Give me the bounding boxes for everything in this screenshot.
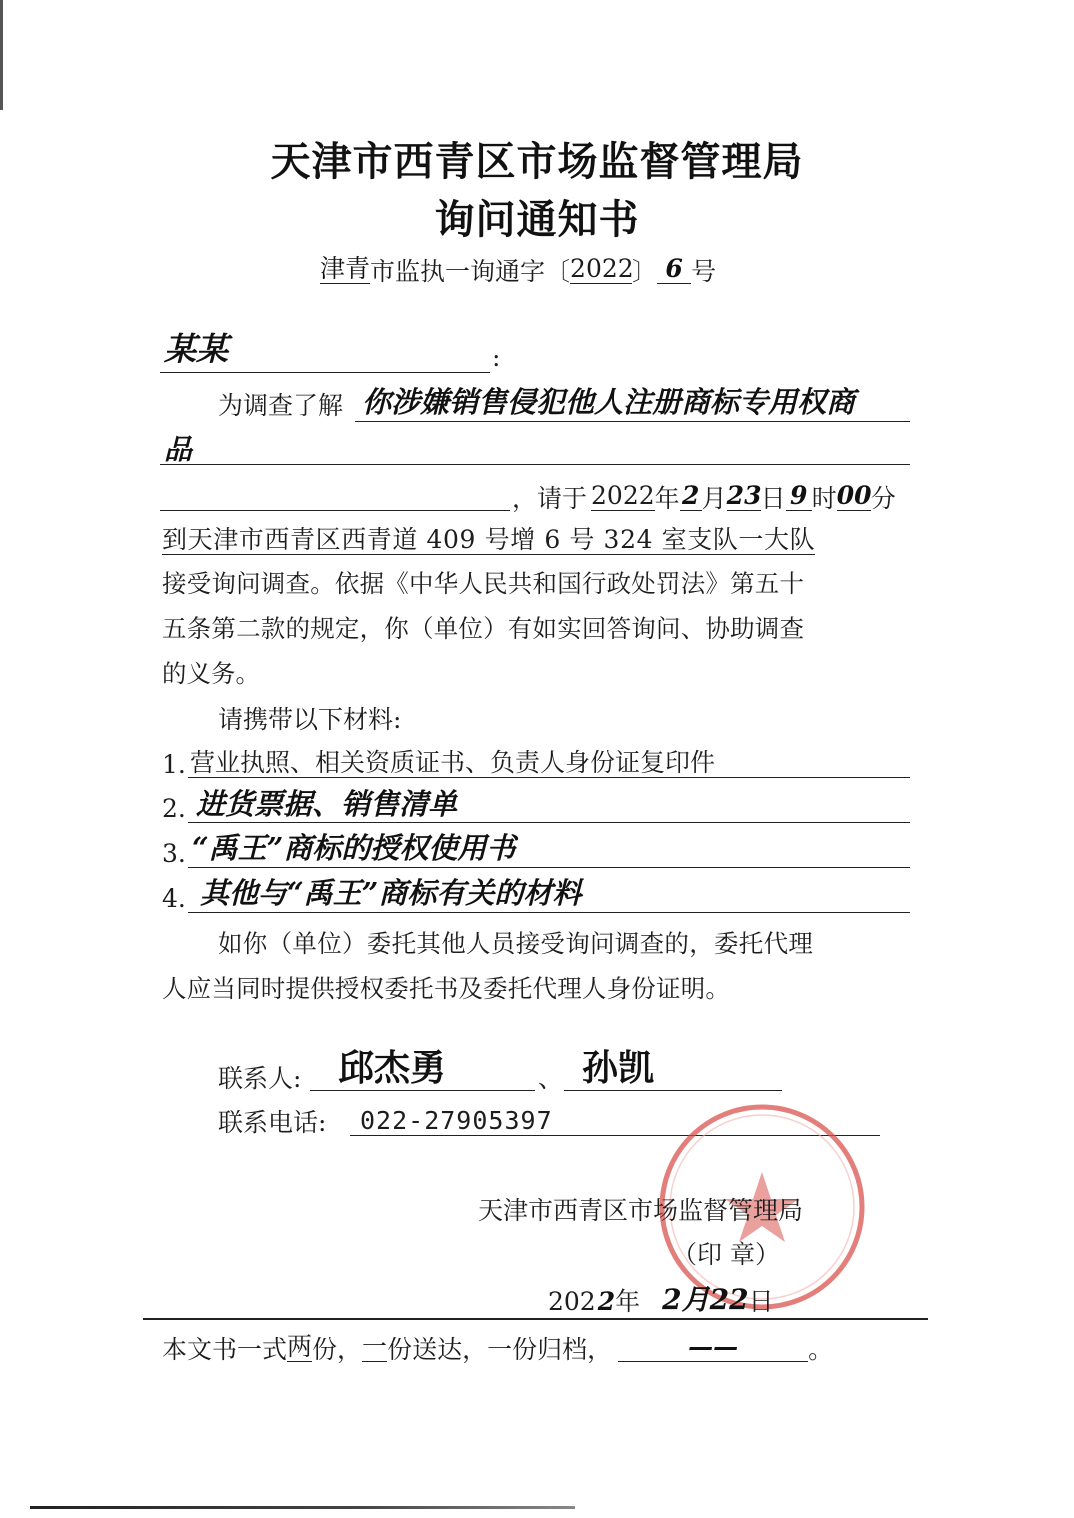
time-day: 23 — [726, 481, 762, 510]
time-minute-unit: 分 — [870, 484, 896, 513]
footer-divider — [143, 1318, 928, 1320]
time-month: 2 — [680, 483, 702, 511]
contact-person-2-underline — [564, 1090, 782, 1091]
material-2-number: 2. — [162, 794, 186, 823]
doc-no-bracket-close: 〕 — [632, 257, 658, 286]
time-year-unit: 年 — [654, 484, 680, 513]
contact-separator: 、 — [538, 1064, 564, 1093]
material-4-underline — [188, 912, 910, 913]
doc-no-bracket-open: 〔 — [545, 257, 571, 286]
material-3-underline — [188, 867, 910, 868]
seal-note: （印 章） — [672, 1240, 780, 1269]
doc-no-middle: 市监执一询通字 — [370, 257, 546, 286]
material-4-text: 其他与“禹王”商标有关的材料 — [200, 876, 582, 910]
law-line-3: 的义务。 — [162, 659, 260, 688]
date-year-last: 2 — [597, 1287, 616, 1316]
phone-label: 联系电话: — [218, 1108, 327, 1137]
law-line-2: 五条第二款的规定，你（单位）有如实回答询问、协助调查 — [162, 614, 805, 643]
purpose-line-1: 你涉嫌销售侵犯他人注册商标专用权商 — [362, 385, 856, 419]
time-hour-unit: 时 — [811, 484, 837, 513]
time-minute: 00 — [836, 481, 872, 510]
footer-dash: —— — [618, 1334, 808, 1362]
purpose-line-2: 品 — [164, 433, 193, 466]
date-day-unit: 日 — [748, 1287, 774, 1316]
material-2-underline — [188, 822, 910, 823]
delegate-line-2: 人应当同时提供授权委托书及委托代理人身份证明。 — [162, 974, 731, 1003]
material-3-text: “禹王”商标的授权使用书 — [192, 831, 516, 865]
time-year: 2022 — [591, 481, 655, 510]
signing-date — [548, 1283, 774, 1316]
doc-no-suffix: 号 — [691, 257, 717, 286]
phone-number: 022-27905397 — [360, 1106, 553, 1135]
material-1-number: 1. — [162, 750, 186, 779]
doc-no-year: 2022 — [570, 254, 634, 283]
delegate-line-1: 如你（单位）委托其他人员接受询问调查的，委托代理 — [218, 929, 814, 958]
date-year-prefix: 202 — [548, 1287, 596, 1316]
date-month-unit: 月 — [681, 1283, 710, 1316]
time-hour: 9 — [786, 483, 812, 511]
scan-edge-artifact — [0, 0, 3, 110]
material-1-text: 营业执照、相关资质证书、负责人身份证复印件 — [190, 748, 716, 777]
date-day: 22 — [709, 1283, 749, 1316]
footer-part-1: 本文书一式 — [162, 1335, 288, 1364]
footer-end: 。 — [808, 1335, 834, 1364]
contact-person-1-underline — [310, 1090, 535, 1091]
document-number — [320, 256, 716, 284]
time-month-unit: 月 — [701, 484, 727, 513]
recipient-name: 某某 — [164, 330, 229, 368]
date-month: 2 — [662, 1283, 682, 1316]
law-line-1: 接受询问调查。依据《中华人民共和国行政处罚法》第五十 — [162, 569, 805, 598]
contact-person-1: 邱杰勇 — [338, 1047, 447, 1089]
material-1-underline — [188, 777, 910, 778]
material-3-number: 3. — [162, 839, 186, 868]
appointment-time — [512, 483, 896, 511]
materials-title: 请携带以下材料: — [218, 705, 402, 734]
contact-label: 联系人: — [218, 1064, 302, 1093]
purpose-lead: 为调查了解 — [218, 391, 344, 420]
recipient-colon: : — [492, 343, 501, 372]
footer-part-3: 份送达，一份归档， — [387, 1335, 613, 1364]
doc-no-number: 6 — [657, 256, 691, 284]
time-day-unit: 日 — [760, 484, 786, 513]
footer-note — [162, 1334, 833, 1362]
footer-part-2: 份， — [312, 1335, 363, 1364]
location-line: 到天津市西青区西青道 409 号增 6 号 324 室支队一大队 — [162, 525, 816, 554]
time-lead: ，请于 — [512, 484, 588, 513]
footer-copies: 两 — [287, 1332, 313, 1361]
signing-organization: 天津市西青区市场监督管理局 — [478, 1196, 804, 1225]
recipient-underline — [160, 372, 490, 373]
material-4-number: 4. — [162, 884, 186, 913]
purpose-underline-1 — [355, 421, 910, 422]
doc-no-prefix: 津青 — [320, 254, 371, 283]
date-year-unit: 年 — [615, 1287, 641, 1316]
scan-bottom-artifact — [30, 1506, 575, 1509]
document-title: 询问通知书 — [434, 196, 640, 243]
material-2-text: 进货票据、销售清单 — [196, 787, 458, 821]
purpose-underline-2 — [160, 464, 910, 465]
contact-person-2: 孙凯 — [582, 1047, 655, 1089]
agency-title: 天津市西青区市场监督管理局 — [270, 138, 804, 185]
footer-one: 一 — [362, 1332, 388, 1361]
purpose-underline-3 — [160, 510, 510, 511]
